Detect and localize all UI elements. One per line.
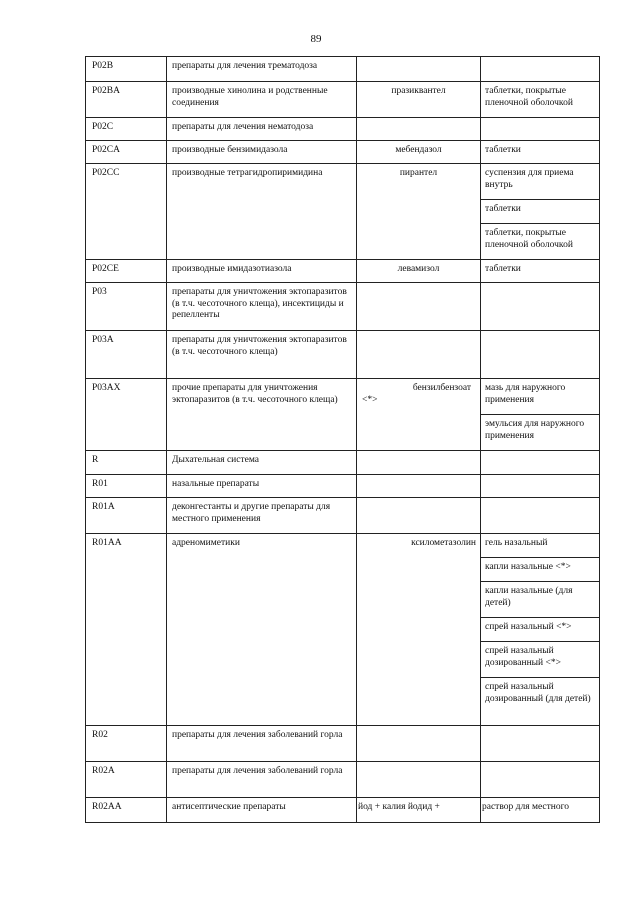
- dosage-form: таблетки, покрытые пленочной оболочкой: [481, 82, 600, 118]
- dosage-form: [481, 331, 600, 379]
- dosage-form: таблетки: [481, 200, 600, 224]
- drug-name: ксилометазолин: [357, 534, 481, 726]
- atc-code: P03A: [86, 331, 167, 379]
- atc-code: R02: [86, 726, 167, 762]
- dosage-form: спрей назальный <*>: [481, 618, 600, 642]
- table-row: [86, 762, 600, 798]
- dosage-form: суспензия для приема внутрь: [481, 164, 600, 200]
- page-number: 89: [310, 33, 322, 45]
- atc-group-name: назальные препараты: [167, 475, 357, 498]
- atc-code: P02B: [86, 57, 167, 82]
- atc-code: R: [86, 451, 167, 475]
- atc-group-name: антисептические препараты: [167, 798, 357, 823]
- table-row: [86, 498, 600, 534]
- atc-code: P02CE: [86, 260, 167, 283]
- table-row: [86, 57, 600, 82]
- dosage-form: спрей назальный дозированный (для детей): [481, 678, 600, 726]
- dosage-form: [481, 762, 600, 798]
- drug-name: [357, 475, 481, 498]
- drug-name: [357, 451, 481, 475]
- drug-name: [357, 283, 481, 331]
- dosage-form: мазь для наружного применения: [481, 379, 600, 415]
- dosage-form: таблетки: [481, 260, 600, 283]
- atc-code: R02A: [86, 762, 167, 798]
- dosage-form: [481, 475, 600, 498]
- atc-group-name: препараты для уничтожения эктопаразитов (в т.ч. чесоточного клеща), инсектициды и репелленты: [167, 283, 357, 331]
- table-row: [86, 164, 600, 200]
- atc-group-name: адреномиметики: [167, 534, 357, 726]
- drug-name: левамизол: [357, 260, 481, 283]
- atc-code: P02BA: [86, 82, 167, 118]
- drug-classification-table: [85, 56, 600, 823]
- atc-group-name: препараты для уничтожения эктопаразитов (в т.ч. чесоточного клеща): [167, 331, 357, 379]
- drug-name: празиквантел: [357, 82, 481, 118]
- drug-name: [357, 498, 481, 534]
- atc-group-name: препараты для лечения заболеваний горла: [167, 762, 357, 798]
- table-row: [86, 798, 600, 823]
- atc-code: R01: [86, 475, 167, 498]
- table-row: [86, 475, 600, 498]
- atc-code: R01A: [86, 498, 167, 534]
- atc-group-name: препараты для лечения нематодоза: [167, 118, 357, 141]
- drug-name: [357, 331, 481, 379]
- drug-name: пирантел: [357, 164, 481, 260]
- table-row: [86, 82, 600, 118]
- dosage-form: таблетки, покрытые пленочной оболочкой: [481, 224, 600, 260]
- atc-code: P02CC: [86, 164, 167, 260]
- atc-group-name: препараты для лечения трематодоза: [167, 57, 357, 82]
- atc-code: P02C: [86, 118, 167, 141]
- table-row: [86, 331, 600, 379]
- dosage-form: [481, 451, 600, 475]
- dosage-form: [481, 283, 600, 331]
- table-row: [86, 118, 600, 141]
- atc-group-name: производные имидазотиазола: [167, 260, 357, 283]
- table-row: [86, 726, 600, 762]
- drug-name: [357, 762, 481, 798]
- atc-group-name: Дыхательная система: [167, 451, 357, 475]
- atc-group-name: производные бензимидазола: [167, 141, 357, 164]
- atc-code: P03AX: [86, 379, 167, 451]
- dosage-form: [481, 57, 600, 82]
- table-row: [86, 379, 600, 415]
- drug-name: мебендазол: [357, 141, 481, 164]
- atc-group-name: прочие препараты для уничтожения эктопаразитов (в т.ч. чесоточного клеща): [167, 379, 357, 451]
- drug-name: йод + калия йодид +: [357, 798, 481, 823]
- dosage-form: эмульсия для наружного применения: [481, 415, 600, 451]
- drug-name: [357, 726, 481, 762]
- dosage-form: спрей назальный дозированный <*>: [481, 642, 600, 678]
- atc-code: P03: [86, 283, 167, 331]
- dosage-form: [481, 118, 600, 141]
- atc-group-name: производные тетрагидропиримидина: [167, 164, 357, 260]
- table-row: [86, 283, 600, 331]
- dosage-form: гель назальный: [481, 534, 600, 558]
- atc-group-name: производные хинолина и родственные соединения: [167, 82, 357, 118]
- drug-name: [357, 118, 481, 141]
- atc-code: P02CA: [86, 141, 167, 164]
- drug-name: бензилбензоат: [412, 383, 471, 393]
- table-row: [86, 141, 600, 164]
- drug-cell: [357, 379, 481, 451]
- table-row: [86, 451, 600, 475]
- dosage-form: капли назальные <*>: [481, 558, 600, 582]
- drug-note: <*>: [362, 394, 378, 405]
- dosage-form: капли назальные (для детей): [481, 582, 600, 618]
- table-row: [86, 534, 600, 558]
- dosage-form: таблетки: [481, 141, 600, 164]
- table-row: [86, 260, 600, 283]
- atc-code: R02AA: [86, 798, 167, 823]
- dosage-form: раствор для местного: [481, 798, 600, 823]
- drug-name: [357, 57, 481, 82]
- atc-group-name: препараты для лечения заболеваний горла: [167, 726, 357, 762]
- atc-group-name: деконгестанты и другие препараты для местного применения: [167, 498, 357, 534]
- dosage-form: [481, 498, 600, 534]
- atc-code: R01AA: [86, 534, 167, 726]
- dosage-form: [481, 726, 600, 762]
